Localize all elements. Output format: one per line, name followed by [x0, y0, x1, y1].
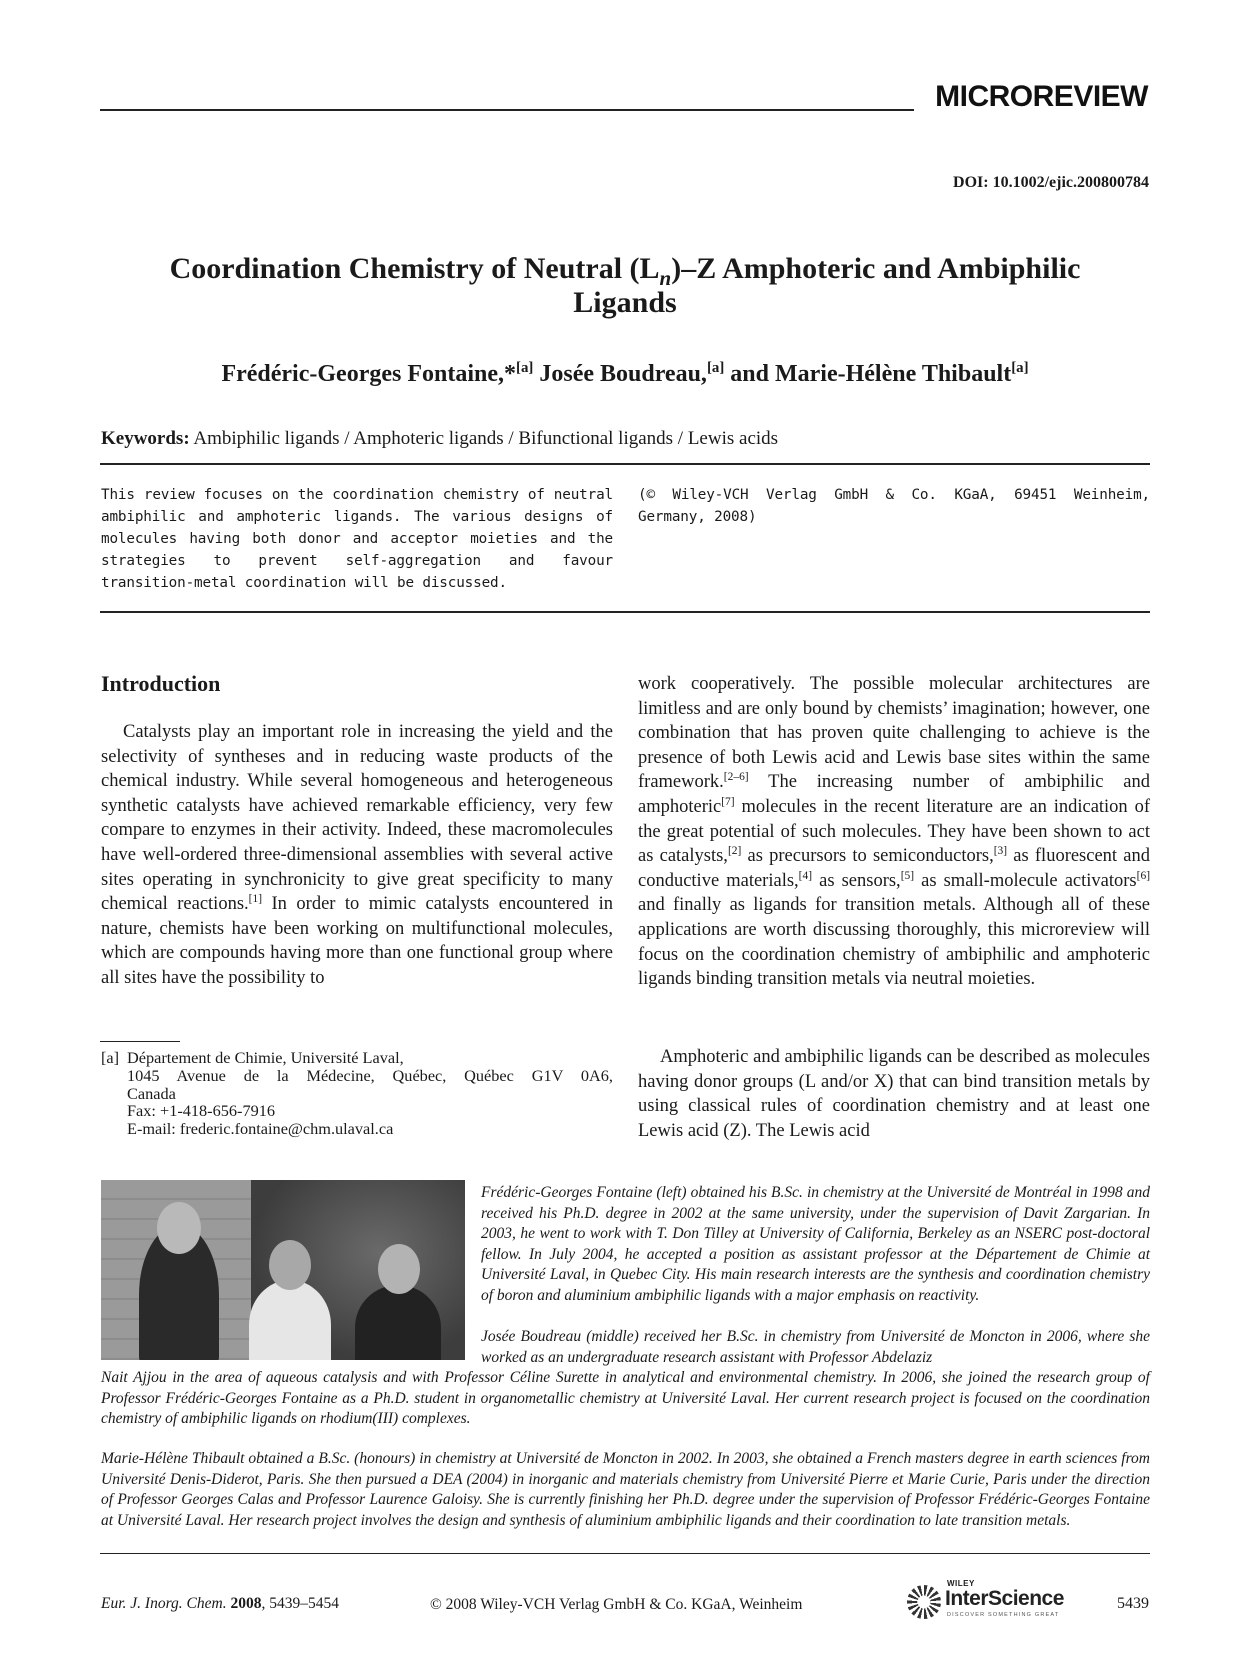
journal-citation [101, 1595, 339, 1613]
person-middle-head [269, 1240, 311, 1290]
r1-text-a: work cooperatively. The possible molecular architectures are limitless and are only bound by chemists’ imagination; however, one combination that has proven quite challenging to achieve is the presence of both Lewis acid and Lewis base sites within the same framework. [638, 674, 1150, 793]
page-number: 5439 [1117, 1595, 1149, 1612]
journal-year: 2008 [230, 1595, 262, 1612]
author-boudreau-affil: [a] [706, 360, 725, 376]
title-part2: )–Z Amphoteric and Ambiphilic [671, 252, 1081, 285]
logo-tagline: DISCOVER SOMETHING GREAT [947, 1612, 1060, 1618]
title-line2: Ligands [573, 286, 677, 319]
author-list [100, 361, 1150, 388]
r1-text-h: and finally as ligands for transition metals. Although all of these applications are worth discussing thoroughly, this microreview will focus on the coordination chemistry of ambiphilic and amphoteric ligands binding transition metals via neutral moieties. [638, 895, 1150, 990]
person-middle [249, 1280, 331, 1360]
title-part1: Coordination Chemistry of Neutral (L [169, 252, 660, 285]
affiliation-fax: Fax: +1-418-656-7916 [127, 1101, 276, 1121]
r1-text-d: as precursors to semiconductors, [741, 846, 994, 867]
affiliation-footnote [101, 1049, 613, 1138]
r1-text-b: The increasing number of ambiphilic and amphoteric [638, 772, 1150, 817]
ref-4[interactable]: [4] [798, 869, 813, 882]
r1-text-e: as fluorescent and conductive materials, [638, 846, 1150, 891]
logo-interscience-text: InterScience [945, 1587, 1064, 1610]
r1-text-f: as sensors, [812, 870, 901, 891]
ref-6[interactable]: [6] [1136, 869, 1151, 882]
ref-2[interactable]: [2] [727, 845, 742, 857]
abstract-copyright: (© Wiley-VCH Verlag GmbH & Co. KGaA, 69451 Weinheim, Germany, 2008) [638, 487, 1150, 525]
wiley-interscience-logo[interactable] [905, 1575, 1075, 1619]
person-right-head [378, 1244, 420, 1294]
intro-p1-text-b: In order to mimic catalysts encountered in nature, chemists have been working on multifunctional molecules, which are compounds having more than one functional group where all sites have the possibility to [101, 894, 613, 988]
affiliation-email[interactable]: E-mail: frederic.fontaine@chm.ulaval.ca [127, 1119, 394, 1139]
author-boudreau: Josée Boudreau, [533, 361, 707, 387]
r1-text-g: as small-molecule activators [914, 870, 1137, 891]
keywords [101, 428, 778, 450]
logo-wiley-text: WILEY [947, 1579, 975, 1588]
affiliation-tag: [a] [101, 1048, 120, 1067]
intro-right-paragraph-2: Amphoteric and ambiphilic ligands can be described as molecules having donor groups (L and/or X) that can bind transition metals by using classical rules of coordination chemistry and at least one Lewis acid (Z). The Lewis acid [638, 1047, 1150, 1141]
journal-pages: , 5439–5454 [261, 1595, 339, 1612]
ref-2-6[interactable]: [2–6] [723, 771, 749, 784]
bio-thibault: Marie-Hélène Thibault obtained a B.Sc. (honours) in chemistry at Université de Moncton in 2002. In 2003, she obtained a French masters degree in earth sciences from Université Denis-Diderot, Paris. She then pursued a DEA (2004) in inorganic and materials chemistry from Université Pierre et Marie Curie, Paris under the direction of Professor Georges Calas and Professor Laurence Galoisy. She is currently finishing her Ph.D. degree under the supervision of Professor Frédéric-Georges Fontaine at Université Laval. Her research project involves the design and synthesis of aluminium ambiphilic ligands and their coordination to late transition metals. [101, 1450, 1150, 1529]
author-fontaine-affil: [a] [516, 360, 534, 376]
author-thibault-affil: [a] [1011, 360, 1029, 376]
ref-1[interactable]: [1] [248, 893, 263, 905]
person-left-head [157, 1202, 201, 1254]
keywords-text: Ambiphilic ligands / Amphoteric ligands / Bifunctional ligands / Lewis acids [189, 428, 779, 449]
footer-copyright: © 2008 Wiley-VCH Verlag GmbH & Co. KGaA, Weinheim [430, 1596, 803, 1613]
abstract-top-rule [100, 463, 1150, 465]
affiliation-line-2: 1045 Avenue de la Médecine, Québec, Québec G1V 0A6, [127, 1065, 613, 1085]
r1-text-c: molecules in the recent literature are an indication of the great potential of such molecules. They have been shown to act as catalysts, [638, 796, 1150, 867]
ref-7[interactable]: [7] [721, 795, 735, 808]
affiliation-line-3: Canada [127, 1083, 176, 1103]
intro-right-paragraph-1 [638, 672, 1150, 992]
intro-p1-text-a: Catalysts play an important role in increasing the yield and the selectivity of syntheses and in reducing waste products of the chemical industry. While several homogeneous and heterogeneous synthetic catalysts have achieved remarkable efficiency, very few compare to enzymes in their activity. Indeed, these macromolecules have well-ordered three-dimensional assemblies with several active sites operating in synchronicity to give great specificity to many chemical reactions. [101, 722, 613, 915]
abstract-text: This review focuses on the coordination chemistry of neutral ambiphilic and amphoteric ligands. The various designs of molecules having both donor and acceptor moieties and the strategies to prevent self-aggregation and favour transition-metal coordination will be discussed. [101, 487, 613, 591]
header-rule [100, 109, 914, 111]
author-fontaine: Frédéric-Georges Fontaine,* [221, 361, 516, 387]
person-right [355, 1285, 441, 1360]
footnote-rule [100, 1041, 180, 1042]
keywords-label: Keywords: [101, 428, 190, 449]
introduction-heading: Introduction [101, 671, 221, 696]
ref-5[interactable]: [5] [900, 869, 915, 882]
title-subscript: n [659, 266, 672, 290]
intro-paragraph-1 [101, 720, 613, 991]
bio-boudreau-part-2: Nait Ajjou in the area of aqueous catalysis and with Professor Céline Surette in analytical and environmental chemistry. In 2006, she joined the research group of Professor Frédéric-Georges Fontaine as a Ph.D. student in organometallic chemistry at Université Laval. Her current research project is focused on the coordination chemistry of ambiphilic ligands on rhodium(III) complexes. [101, 1369, 1150, 1428]
author-photo [101, 1180, 465, 1360]
section-label: MICROREVIEW [935, 80, 1148, 113]
doi[interactable]: DOI: 10.1002/ejic.200800784 [953, 174, 1149, 191]
journal-name: Eur. J. Inorg. Chem. [101, 1595, 227, 1612]
bio-fontaine: Frédéric-Georges Fontaine (left) obtained his B.Sc. in chemistry at the Université de Montréal in 1998 and received his Ph.D. degree in 2002 at the same university, under the supervision of Davit Zargarian. In 2003, he went to work with T. Don Tilley at University of California, Berkeley as an NSERC post-doctoral fellow. In July 2004, he accepted a position as assistant professor at the Département de Chimie at Université Laval, in Quebec City. His main research interests are the synthesis and coordination chemistry of boron and aluminium ambiphilic ligands with a major emphasis on reactivity. [481, 1184, 1150, 1304]
ref-3[interactable]: [3] [993, 845, 1008, 857]
author-thibault: and Marie-Hélène Thibault [724, 361, 1012, 387]
article-title [100, 252, 1150, 320]
interscience-dots-icon [907, 1585, 941, 1619]
affiliation-line-1: Département de Chimie, Université Laval, [127, 1048, 404, 1067]
abstract-bottom-rule [100, 611, 1150, 613]
bio-boudreau-part-1: Josée Boudreau (middle) received her B.Sc. in chemistry from Université de Moncton in 2006, where she worked as an undergraduate research assistant with Professor Abdelaziz [481, 1328, 1150, 1366]
footer-rule [100, 1553, 1150, 1554]
